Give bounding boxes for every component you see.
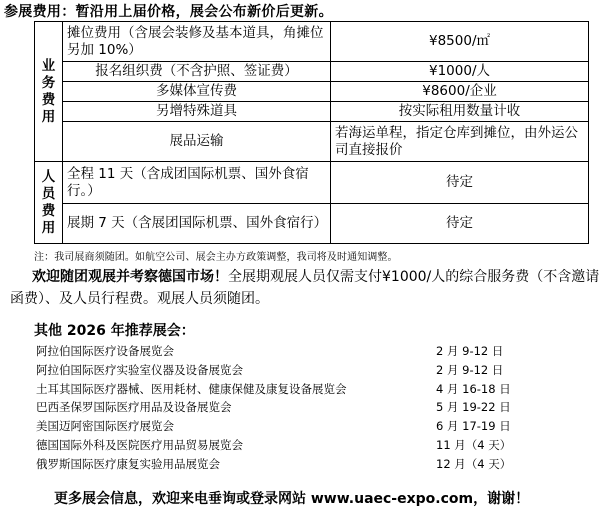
expo-name: 巴西圣保罗国际医疗用品及设备展览会	[36, 400, 232, 415]
list-item	[36, 436, 596, 455]
fee-item: 摊位费用（含展会装修及基本道具，角摊位另加 10%）	[63, 22, 331, 62]
expo-date: 5 月 19-22 日	[436, 400, 511, 415]
table-row	[35, 62, 589, 82]
business-fee-category-label: 业 务 费 用	[41, 57, 56, 125]
fee-item: 多媒体宣传费	[63, 82, 331, 102]
expo-date: 4 月 16-18 日	[436, 381, 511, 396]
expo-name: 阿拉伯国际医疗设备展览会	[36, 344, 174, 358]
table-row	[35, 122, 589, 162]
invitation-text: 全展期观展人员仅需支付¥1000/人的综合服务费（不含邀请函费）、及人员行程费。观展人员须随团。	[10, 269, 600, 307]
expo-name: 德国国际外科及医院医疗用品贸易展览会	[36, 437, 243, 452]
list-item	[36, 455, 596, 474]
expo-date: 2 月 9-12 日	[436, 362, 504, 377]
table-row	[35, 22, 589, 62]
fee-table	[34, 21, 589, 244]
footer-contact: 更多展会信息，欢迎来电垂询或登录网站 www.uaec-expo.com，谢谢！	[54, 491, 530, 507]
list-item	[36, 380, 596, 399]
personnel-fee-category-label: 人 员 费 用	[41, 168, 56, 236]
fee-item: 展品运输	[63, 122, 331, 162]
fee-value: ¥1000/人	[331, 62, 589, 82]
fee-heading: 参展费用：暂沿用上届价格，展会公布新价后更新。	[4, 4, 333, 20]
table-row	[35, 204, 589, 244]
expo-name: 土耳其国际医疗器械、医用耗材、健康保健及康复设备展览会	[36, 381, 347, 396]
invitation-paragraph	[10, 266, 610, 310]
fee-value: ¥8600/企业	[331, 82, 589, 102]
fee-value: 若海运单程，指定仓库到摊位，由外运公司直接报价	[331, 122, 589, 162]
list-item	[36, 398, 596, 417]
fee-item: 展期 7 天（含展团国际机票、国外食宿行）	[63, 204, 331, 244]
table-row	[35, 82, 589, 102]
expo-date: 11 月（4 天）	[436, 437, 512, 452]
fee-item: 全程 11 天（含成团国际机票、国外食宿行。）	[63, 162, 331, 204]
personnel-fee-category	[35, 162, 63, 244]
expo-date: 6 月 17-19 日	[436, 419, 511, 434]
invitation-highlight: 欢迎随团观展并考察德国市场！	[32, 269, 228, 285]
fee-item: 报名组织费（不含护照、签证费）	[63, 62, 331, 82]
recommend-title: 其他 2026 年推荐展会：	[34, 323, 195, 339]
fee-value: ¥8500/㎡	[331, 22, 589, 62]
expo-name: 阿拉伯国际医疗实验室仪器及设备展览会	[36, 362, 243, 377]
expo-name: 美国迈阿密国际医疗展览会	[36, 419, 174, 434]
list-item	[36, 417, 596, 436]
expo-name: 俄罗斯国际医疗康复实验用品展览会	[36, 456, 220, 471]
fee-value: 待定	[331, 204, 589, 244]
fee-value: 待定	[331, 162, 589, 204]
expo-date: 2 月 9-12 日	[436, 344, 504, 358]
fee-item: 另增特殊道具	[63, 102, 331, 122]
expo-date: 12 月（4 天）	[436, 456, 512, 471]
list-item	[36, 361, 596, 380]
fee-value: 按实际租用数量计收	[331, 102, 589, 122]
business-fee-category	[35, 22, 63, 162]
fee-note: 注：我司展商须随团。如航空公司、展会主办方政策调整，我司将及时通知调整。	[34, 252, 398, 263]
recommend-list	[36, 342, 596, 474]
list-item	[36, 342, 596, 361]
table-row	[35, 162, 589, 204]
table-row	[35, 102, 589, 122]
